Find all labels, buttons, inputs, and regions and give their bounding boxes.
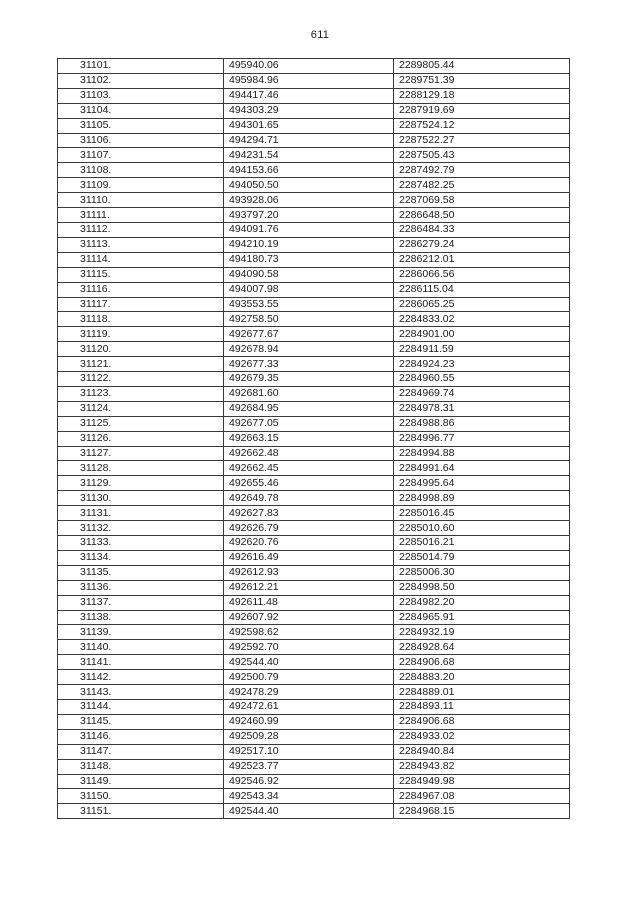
y-coordinate-cell: 2284911.59 xyxy=(394,342,570,357)
point-id-cell: 31109. xyxy=(58,178,224,193)
point-id-cell: 31126. xyxy=(58,431,224,446)
point-id-cell: 31130. xyxy=(58,491,224,506)
table-row xyxy=(58,625,570,640)
table-row xyxy=(58,148,570,163)
table-row xyxy=(58,699,570,714)
point-id-cell: 31103. xyxy=(58,88,224,103)
y-coordinate-cell: 2284996.77 xyxy=(394,431,570,446)
x-coordinate-cell: 495984.96 xyxy=(224,73,394,88)
point-id-cell: 31147. xyxy=(58,744,224,759)
point-id-cell: 31148. xyxy=(58,759,224,774)
point-id-cell: 31120. xyxy=(58,342,224,357)
table-row xyxy=(58,446,570,461)
point-id-cell: 31110. xyxy=(58,193,224,208)
point-id-cell: 31143. xyxy=(58,685,224,700)
table-row xyxy=(58,655,570,670)
y-coordinate-cell: 2284967.08 xyxy=(394,789,570,804)
y-coordinate-cell: 2284883.20 xyxy=(394,670,570,685)
table-row xyxy=(58,714,570,729)
point-id-cell: 31132. xyxy=(58,521,224,536)
point-id-cell: 31101. xyxy=(58,59,224,74)
x-coordinate-cell: 492655.46 xyxy=(224,476,394,491)
table-row xyxy=(58,118,570,133)
y-coordinate-cell: 2284982.20 xyxy=(394,595,570,610)
y-coordinate-cell: 2284968.15 xyxy=(394,804,570,819)
table-row xyxy=(58,521,570,536)
point-id-cell: 31146. xyxy=(58,729,224,744)
point-id-cell: 31127. xyxy=(58,446,224,461)
x-coordinate-cell: 493928.06 xyxy=(224,193,394,208)
x-coordinate-cell: 492684.95 xyxy=(224,401,394,416)
y-coordinate-cell: 2285016.45 xyxy=(394,506,570,521)
point-id-cell: 31150. xyxy=(58,789,224,804)
table-row xyxy=(58,267,570,282)
x-coordinate-cell: 492544.40 xyxy=(224,804,394,819)
y-coordinate-cell: 2286648.50 xyxy=(394,208,570,223)
table-row xyxy=(58,357,570,372)
x-coordinate-cell: 492681.60 xyxy=(224,386,394,401)
table-row xyxy=(58,297,570,312)
table-row xyxy=(58,759,570,774)
point-id-cell: 31105. xyxy=(58,118,224,133)
point-id-cell: 31142. xyxy=(58,670,224,685)
x-coordinate-cell: 492662.48 xyxy=(224,446,394,461)
x-coordinate-cell: 492677.33 xyxy=(224,357,394,372)
point-id-cell: 31111. xyxy=(58,208,224,223)
x-coordinate-cell: 492472.61 xyxy=(224,699,394,714)
y-coordinate-cell: 2285006.30 xyxy=(394,565,570,580)
table-row xyxy=(58,774,570,789)
page-number: 611 xyxy=(310,29,330,41)
x-coordinate-cell: 492509.28 xyxy=(224,729,394,744)
table-row xyxy=(58,610,570,625)
x-coordinate-cell: 494303.29 xyxy=(224,103,394,118)
y-coordinate-cell: 2285016.21 xyxy=(394,536,570,551)
y-coordinate-cell: 2284965.91 xyxy=(394,610,570,625)
table-row xyxy=(58,536,570,551)
y-coordinate-cell: 2287505.43 xyxy=(394,148,570,163)
x-coordinate-cell: 492478.29 xyxy=(224,685,394,700)
y-coordinate-cell: 2289805.44 xyxy=(394,59,570,74)
x-coordinate-cell: 492758.50 xyxy=(224,312,394,327)
point-id-cell: 31133. xyxy=(58,536,224,551)
y-coordinate-cell: 2286212.01 xyxy=(394,252,570,267)
point-id-cell: 31119. xyxy=(58,327,224,342)
x-coordinate-cell: 494090.58 xyxy=(224,267,394,282)
table-row xyxy=(58,342,570,357)
x-coordinate-cell: 494091.76 xyxy=(224,222,394,237)
table-row xyxy=(58,685,570,700)
point-id-cell: 31117. xyxy=(58,297,224,312)
y-coordinate-cell: 2284998.89 xyxy=(394,491,570,506)
point-id-cell: 31104. xyxy=(58,103,224,118)
y-coordinate-cell: 2284928.64 xyxy=(394,640,570,655)
table-row xyxy=(58,416,570,431)
point-id-cell: 31114. xyxy=(58,252,224,267)
y-coordinate-cell: 2286279.24 xyxy=(394,237,570,252)
point-id-cell: 31112. xyxy=(58,222,224,237)
point-id-cell: 31107. xyxy=(58,148,224,163)
y-coordinate-cell: 2284933.02 xyxy=(394,729,570,744)
point-id-cell: 31149. xyxy=(58,774,224,789)
y-coordinate-cell: 2284978.31 xyxy=(394,401,570,416)
y-coordinate-cell: 2287492.79 xyxy=(394,163,570,178)
table-row xyxy=(58,789,570,804)
table-row xyxy=(58,237,570,252)
point-id-cell: 31140. xyxy=(58,640,224,655)
y-coordinate-cell: 2284893.11 xyxy=(394,699,570,714)
y-coordinate-cell: 2286484.33 xyxy=(394,222,570,237)
point-id-cell: 31139. xyxy=(58,625,224,640)
y-coordinate-cell: 2286066.56 xyxy=(394,267,570,282)
y-coordinate-cell: 2287524.12 xyxy=(394,118,570,133)
table-row xyxy=(58,401,570,416)
x-coordinate-cell: 492543.34 xyxy=(224,789,394,804)
x-coordinate-cell: 492612.21 xyxy=(224,580,394,595)
table-row xyxy=(58,222,570,237)
y-coordinate-cell: 2284988.86 xyxy=(394,416,570,431)
x-coordinate-cell: 494294.71 xyxy=(224,133,394,148)
table-row xyxy=(58,506,570,521)
y-coordinate-cell: 2284960.55 xyxy=(394,372,570,387)
table-row xyxy=(58,461,570,476)
x-coordinate-cell: 492626.79 xyxy=(224,521,394,536)
x-coordinate-cell: 494417.46 xyxy=(224,88,394,103)
coordinates-table xyxy=(57,58,570,819)
x-coordinate-cell: 492663.15 xyxy=(224,431,394,446)
table-row xyxy=(58,88,570,103)
y-coordinate-cell: 2284995.64 xyxy=(394,476,570,491)
y-coordinate-cell: 2288129.18 xyxy=(394,88,570,103)
x-coordinate-cell: 492607.92 xyxy=(224,610,394,625)
x-coordinate-cell: 494153.66 xyxy=(224,163,394,178)
x-coordinate-cell: 492678.94 xyxy=(224,342,394,357)
table-row xyxy=(58,193,570,208)
x-coordinate-cell: 494050.50 xyxy=(224,178,394,193)
x-coordinate-cell: 494180.73 xyxy=(224,252,394,267)
table-row xyxy=(58,550,570,565)
point-id-cell: 31144. xyxy=(58,699,224,714)
y-coordinate-cell: 2284991.64 xyxy=(394,461,570,476)
table-row xyxy=(58,208,570,223)
y-coordinate-cell: 2289751.39 xyxy=(394,73,570,88)
point-id-cell: 31118. xyxy=(58,312,224,327)
table-row xyxy=(58,580,570,595)
point-id-cell: 31151. xyxy=(58,804,224,819)
table-row xyxy=(58,595,570,610)
table-row xyxy=(58,59,570,74)
table-row xyxy=(58,133,570,148)
y-coordinate-cell: 2284998.50 xyxy=(394,580,570,595)
x-coordinate-cell: 492611.48 xyxy=(224,595,394,610)
point-id-cell: 31115. xyxy=(58,267,224,282)
y-coordinate-cell: 2287919.69 xyxy=(394,103,570,118)
table-row xyxy=(58,640,570,655)
table-row xyxy=(58,252,570,267)
x-coordinate-cell: 494007.98 xyxy=(224,282,394,297)
point-id-cell: 31135. xyxy=(58,565,224,580)
table-row xyxy=(58,372,570,387)
point-id-cell: 31141. xyxy=(58,655,224,670)
table-row xyxy=(58,565,570,580)
x-coordinate-cell: 492517.10 xyxy=(224,744,394,759)
x-coordinate-cell: 494210.19 xyxy=(224,237,394,252)
x-coordinate-cell: 492612.93 xyxy=(224,565,394,580)
y-coordinate-cell: 2284889.01 xyxy=(394,685,570,700)
table-row xyxy=(58,327,570,342)
y-coordinate-cell: 2287069.58 xyxy=(394,193,570,208)
table-row xyxy=(58,476,570,491)
x-coordinate-cell: 492592.70 xyxy=(224,640,394,655)
point-id-cell: 31136. xyxy=(58,580,224,595)
table-row xyxy=(58,103,570,118)
point-id-cell: 31116. xyxy=(58,282,224,297)
x-coordinate-cell: 493797.20 xyxy=(224,208,394,223)
x-coordinate-cell: 492677.05 xyxy=(224,416,394,431)
x-coordinate-cell: 494301.65 xyxy=(224,118,394,133)
point-id-cell: 31108. xyxy=(58,163,224,178)
point-id-cell: 31137. xyxy=(58,595,224,610)
x-coordinate-cell: 493553.55 xyxy=(224,297,394,312)
y-coordinate-cell: 2284932.19 xyxy=(394,625,570,640)
x-coordinate-cell: 492620.76 xyxy=(224,536,394,551)
point-id-cell: 31138. xyxy=(58,610,224,625)
y-coordinate-cell: 2285014.79 xyxy=(394,550,570,565)
x-coordinate-cell: 492677.67 xyxy=(224,327,394,342)
table-row xyxy=(58,491,570,506)
y-coordinate-cell: 2284949.98 xyxy=(394,774,570,789)
point-id-cell: 31145. xyxy=(58,714,224,729)
table-row xyxy=(58,178,570,193)
point-id-cell: 31131. xyxy=(58,506,224,521)
point-id-cell: 31113. xyxy=(58,237,224,252)
y-coordinate-cell: 2284994.88 xyxy=(394,446,570,461)
y-coordinate-cell: 2284901.00 xyxy=(394,327,570,342)
table-row xyxy=(58,386,570,401)
x-coordinate-cell: 492598.62 xyxy=(224,625,394,640)
point-id-cell: 31123. xyxy=(58,386,224,401)
y-coordinate-cell: 2287522.27 xyxy=(394,133,570,148)
y-coordinate-cell: 2284943.82 xyxy=(394,759,570,774)
y-coordinate-cell: 2286115.04 xyxy=(394,282,570,297)
point-id-cell: 31129. xyxy=(58,476,224,491)
point-id-cell: 31102. xyxy=(58,73,224,88)
point-id-cell: 31121. xyxy=(58,357,224,372)
x-coordinate-cell: 492679.35 xyxy=(224,372,394,387)
y-coordinate-cell: 2285010.60 xyxy=(394,521,570,536)
point-id-cell: 31124. xyxy=(58,401,224,416)
table-row xyxy=(58,73,570,88)
table-row xyxy=(58,729,570,744)
coordinates-table-body xyxy=(58,59,570,819)
table-row xyxy=(58,670,570,685)
y-coordinate-cell: 2284940.84 xyxy=(394,744,570,759)
x-coordinate-cell: 492544.40 xyxy=(224,655,394,670)
point-id-cell: 31122. xyxy=(58,372,224,387)
x-coordinate-cell: 492460.99 xyxy=(224,714,394,729)
x-coordinate-cell: 492546.92 xyxy=(224,774,394,789)
table-row xyxy=(58,163,570,178)
x-coordinate-cell: 495940.06 xyxy=(224,59,394,74)
x-coordinate-cell: 492627.83 xyxy=(224,506,394,521)
point-id-cell: 31134. xyxy=(58,550,224,565)
x-coordinate-cell: 492523.77 xyxy=(224,759,394,774)
y-coordinate-cell: 2284833.02 xyxy=(394,312,570,327)
table-row xyxy=(58,282,570,297)
y-coordinate-cell: 2284969.74 xyxy=(394,386,570,401)
x-coordinate-cell: 494231.54 xyxy=(224,148,394,163)
y-coordinate-cell: 2286065.25 xyxy=(394,297,570,312)
x-coordinate-cell: 492500.79 xyxy=(224,670,394,685)
x-coordinate-cell: 492616.49 xyxy=(224,550,394,565)
y-coordinate-cell: 2284906.68 xyxy=(394,714,570,729)
y-coordinate-cell: 2284924.23 xyxy=(394,357,570,372)
point-id-cell: 31125. xyxy=(58,416,224,431)
y-coordinate-cell: 2287482.25 xyxy=(394,178,570,193)
table-row xyxy=(58,431,570,446)
x-coordinate-cell: 492662.45 xyxy=(224,461,394,476)
point-id-cell: 31106. xyxy=(58,133,224,148)
table-row xyxy=(58,804,570,819)
point-id-cell: 31128. xyxy=(58,461,224,476)
table-row xyxy=(58,312,570,327)
table-row xyxy=(58,744,570,759)
y-coordinate-cell: 2284906.68 xyxy=(394,655,570,670)
x-coordinate-cell: 492649.78 xyxy=(224,491,394,506)
